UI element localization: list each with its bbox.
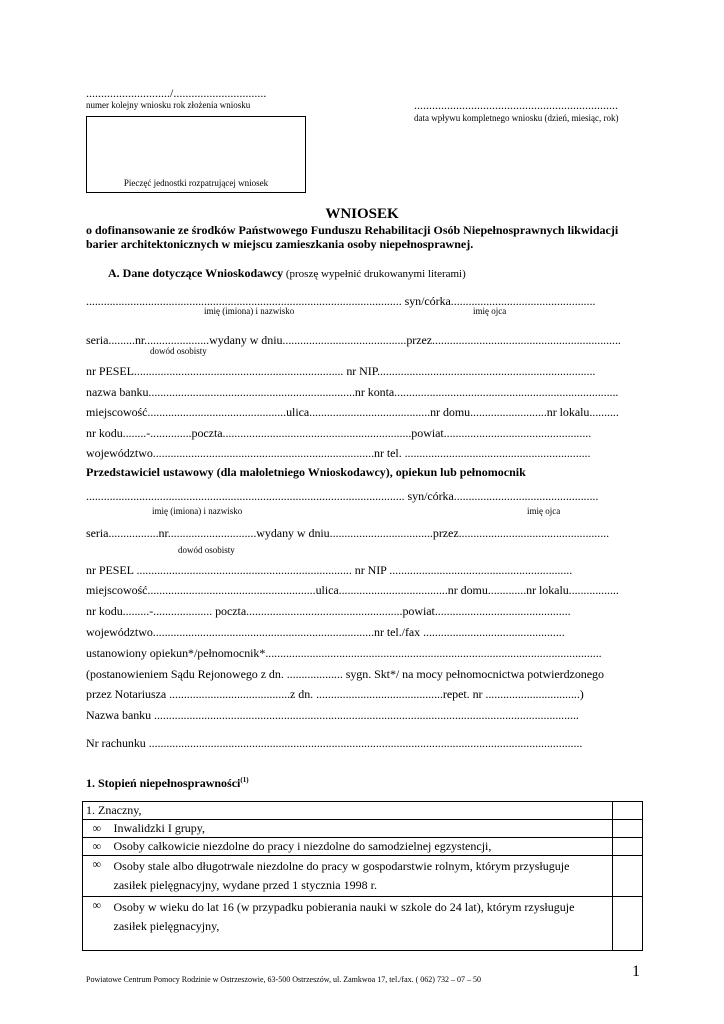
degree-item-4 — [111, 897, 613, 951]
rep-postcode-line[interactable]: nr kodu.........-.................... poczta.....................................................powiat.............................................. — [86, 604, 571, 618]
section-1-heading-text: 1. Stopień niepełnosprawności — [86, 776, 241, 790]
degree-item-4-line-1: Osoby w wieku do lat 16 (w przypadku pobierania nauki w szkole do 24 lat), którym rzysługuje — [113, 900, 575, 914]
rep-father-caption: imię ojca — [527, 506, 561, 516]
rep-name-caption: imię (imiona) i nazwisko — [152, 506, 243, 516]
degree-item-4-line-2: zasiłek pielęgnacyjny, — [113, 919, 220, 933]
rep-notary-line[interactable]: przez Notariusza .........................................z dn. ...........................................repet. nr ................................) — [86, 687, 584, 701]
degree-item-2: Osoby całkowicie niezdolne do pracy i niezdolne do samodzielnej egzystencji, — [111, 838, 613, 856]
section-1-footnote-ref: (1) — [240, 776, 249, 784]
applicant-postcode-line[interactable]: nr kodu........-..............poczta................................................................powiat.................................................. — [86, 426, 592, 440]
section-1-heading — [86, 776, 249, 791]
infinity-bullet-icon: ∞ — [83, 838, 111, 856]
receipt-date-field[interactable]: .................................................................... — [414, 98, 618, 112]
rep-address-line[interactable]: miejscowość.........................................................ulica.....................................nr domu.............nr lokalu................. — [86, 583, 619, 597]
rep-bank-line[interactable]: Nazwa banku ................................................................................................................................................ — [86, 708, 579, 722]
section-a-heading — [108, 266, 466, 281]
degree-item-3-line-2: zasiłek pielęgnacyjny, wydane przed 1 stycznia 1998 r. — [113, 878, 377, 892]
applicant-id-caption: dowód osobisty — [150, 346, 207, 356]
title-subline-2: barier architektonicznych w miejscu zamieszkania osoby niepełnosprawnej. — [86, 237, 474, 251]
table-row — [83, 820, 643, 838]
degree-item-2-checkbox[interactable] — [613, 838, 643, 856]
applicant-pesel-line[interactable]: nr PESEL....................................................................... nr NIP.......................................................................... — [86, 364, 596, 378]
table-row — [83, 802, 643, 820]
applicant-name-line[interactable]: ........................................................................................................... syn/córka................................................. — [86, 294, 596, 308]
degree-significant-label: 1. Znaczny, — [83, 802, 613, 820]
degree-item-1-checkbox[interactable] — [613, 820, 643, 838]
application-number-caption: numer kolejny wniosku rok złożenia wniosku — [86, 100, 251, 110]
disability-degree-table — [82, 801, 643, 951]
infinity-bullet-icon: ∞ — [83, 820, 111, 838]
representative-heading: Przedstawiciel ustawowy (dla małoletniego Wnioskodawcy), opiekun lub pełnomocnik — [86, 465, 526, 479]
table-row — [83, 856, 643, 897]
stamp-caption: Pieczęć jednostki rozpatrującej wniosek — [123, 178, 269, 188]
page-title: WNIOSEK — [325, 206, 399, 222]
applicant-father-caption: imię ojca — [473, 306, 507, 316]
applicant-bank-line[interactable]: nazwa banku......................................................................nr konta............................................................................ — [86, 385, 619, 399]
applicant-name-caption: imię (imiona) i nazwisko — [204, 306, 295, 316]
rep-voivodeship-line[interactable]: województwo...........................................................................nr tel./fax ................................................ — [86, 625, 565, 639]
infinity-bullet-icon: ∞ — [83, 897, 111, 951]
rep-account-line[interactable]: Nr rachunku ................................................................................................................................................... — [86, 736, 583, 750]
infinity-bullet-icon: ∞ — [83, 856, 111, 897]
rep-pesel-line[interactable]: nr PESEL ......................................................................... nr NIP .............................................................. — [86, 563, 573, 577]
degree-significant-checkbox[interactable] — [613, 802, 643, 820]
applicant-id-line[interactable]: seria.........nr......................wydany w dniu..........................................przez................................................................ — [86, 333, 621, 347]
section-a-heading-note: (proszę wypełnić drukowanymi literami) — [283, 268, 466, 280]
degree-item-3 — [111, 856, 613, 897]
applicant-address-line[interactable]: miejscowość...............................................ulica.........................................nr domu..........................nr lokalu.......... — [86, 405, 619, 419]
rep-guardian-line[interactable]: ustanowiony opiekun*/pełnomocnik*.................................................................................................................. — [86, 646, 602, 660]
degree-item-3-line-1: Osoby stale albo długotrwale niezdolne do pracy w gospodarstwie rolnym, którym przysługuje — [113, 859, 570, 873]
degree-item-1: Inwalidzki I grupy, — [111, 820, 613, 838]
table-row — [83, 897, 643, 951]
receipt-date-caption: data wpływu kompletnego wniosku (dzień, miesiąc, rok) — [414, 113, 619, 123]
rep-court-line[interactable]: (postanowieniem Sądu Rejonowego z dn. ................... sygn. Skt*/ na mocy pełnomocnictwa potwierdzonego — [86, 667, 604, 681]
footer-address: Powiatowe Centrum Pomocy Rodzinie w Ostrzeszowie, 63-500 Ostrzeszów, ul. Zamkwoa 17, tel./fax. ( 062) 732 – 07 – 50 — [86, 975, 481, 984]
rep-name-line[interactable]: ............................................................................................................ syn/córka................................................. — [86, 489, 599, 503]
applicant-voivodeship-line[interactable]: województwo...........................................................................nr tel. ............................................................... — [86, 446, 591, 460]
stamp-box — [86, 116, 306, 193]
section-a-heading-text: A. Dane dotyczące Wnioskodawcy — [108, 266, 284, 280]
degree-item-3-checkbox[interactable] — [613, 856, 643, 897]
rep-id-caption: dowód osobisty — [178, 545, 235, 555]
title-subline-1: o dofinansowanie ze środków Państwowego Funduszu Rehabilitacji Osób Niepełnosprawnych likwidacji — [86, 223, 619, 237]
degree-item-4-checkbox[interactable] — [613, 897, 643, 951]
rep-id-line[interactable]: seria.................nr..............................wydany w dniu...................................przez................................................... — [86, 526, 610, 540]
application-number-field[interactable]: ............................/............................... — [86, 86, 267, 100]
page-number: 1 — [632, 963, 640, 980]
table-row — [83, 838, 643, 856]
